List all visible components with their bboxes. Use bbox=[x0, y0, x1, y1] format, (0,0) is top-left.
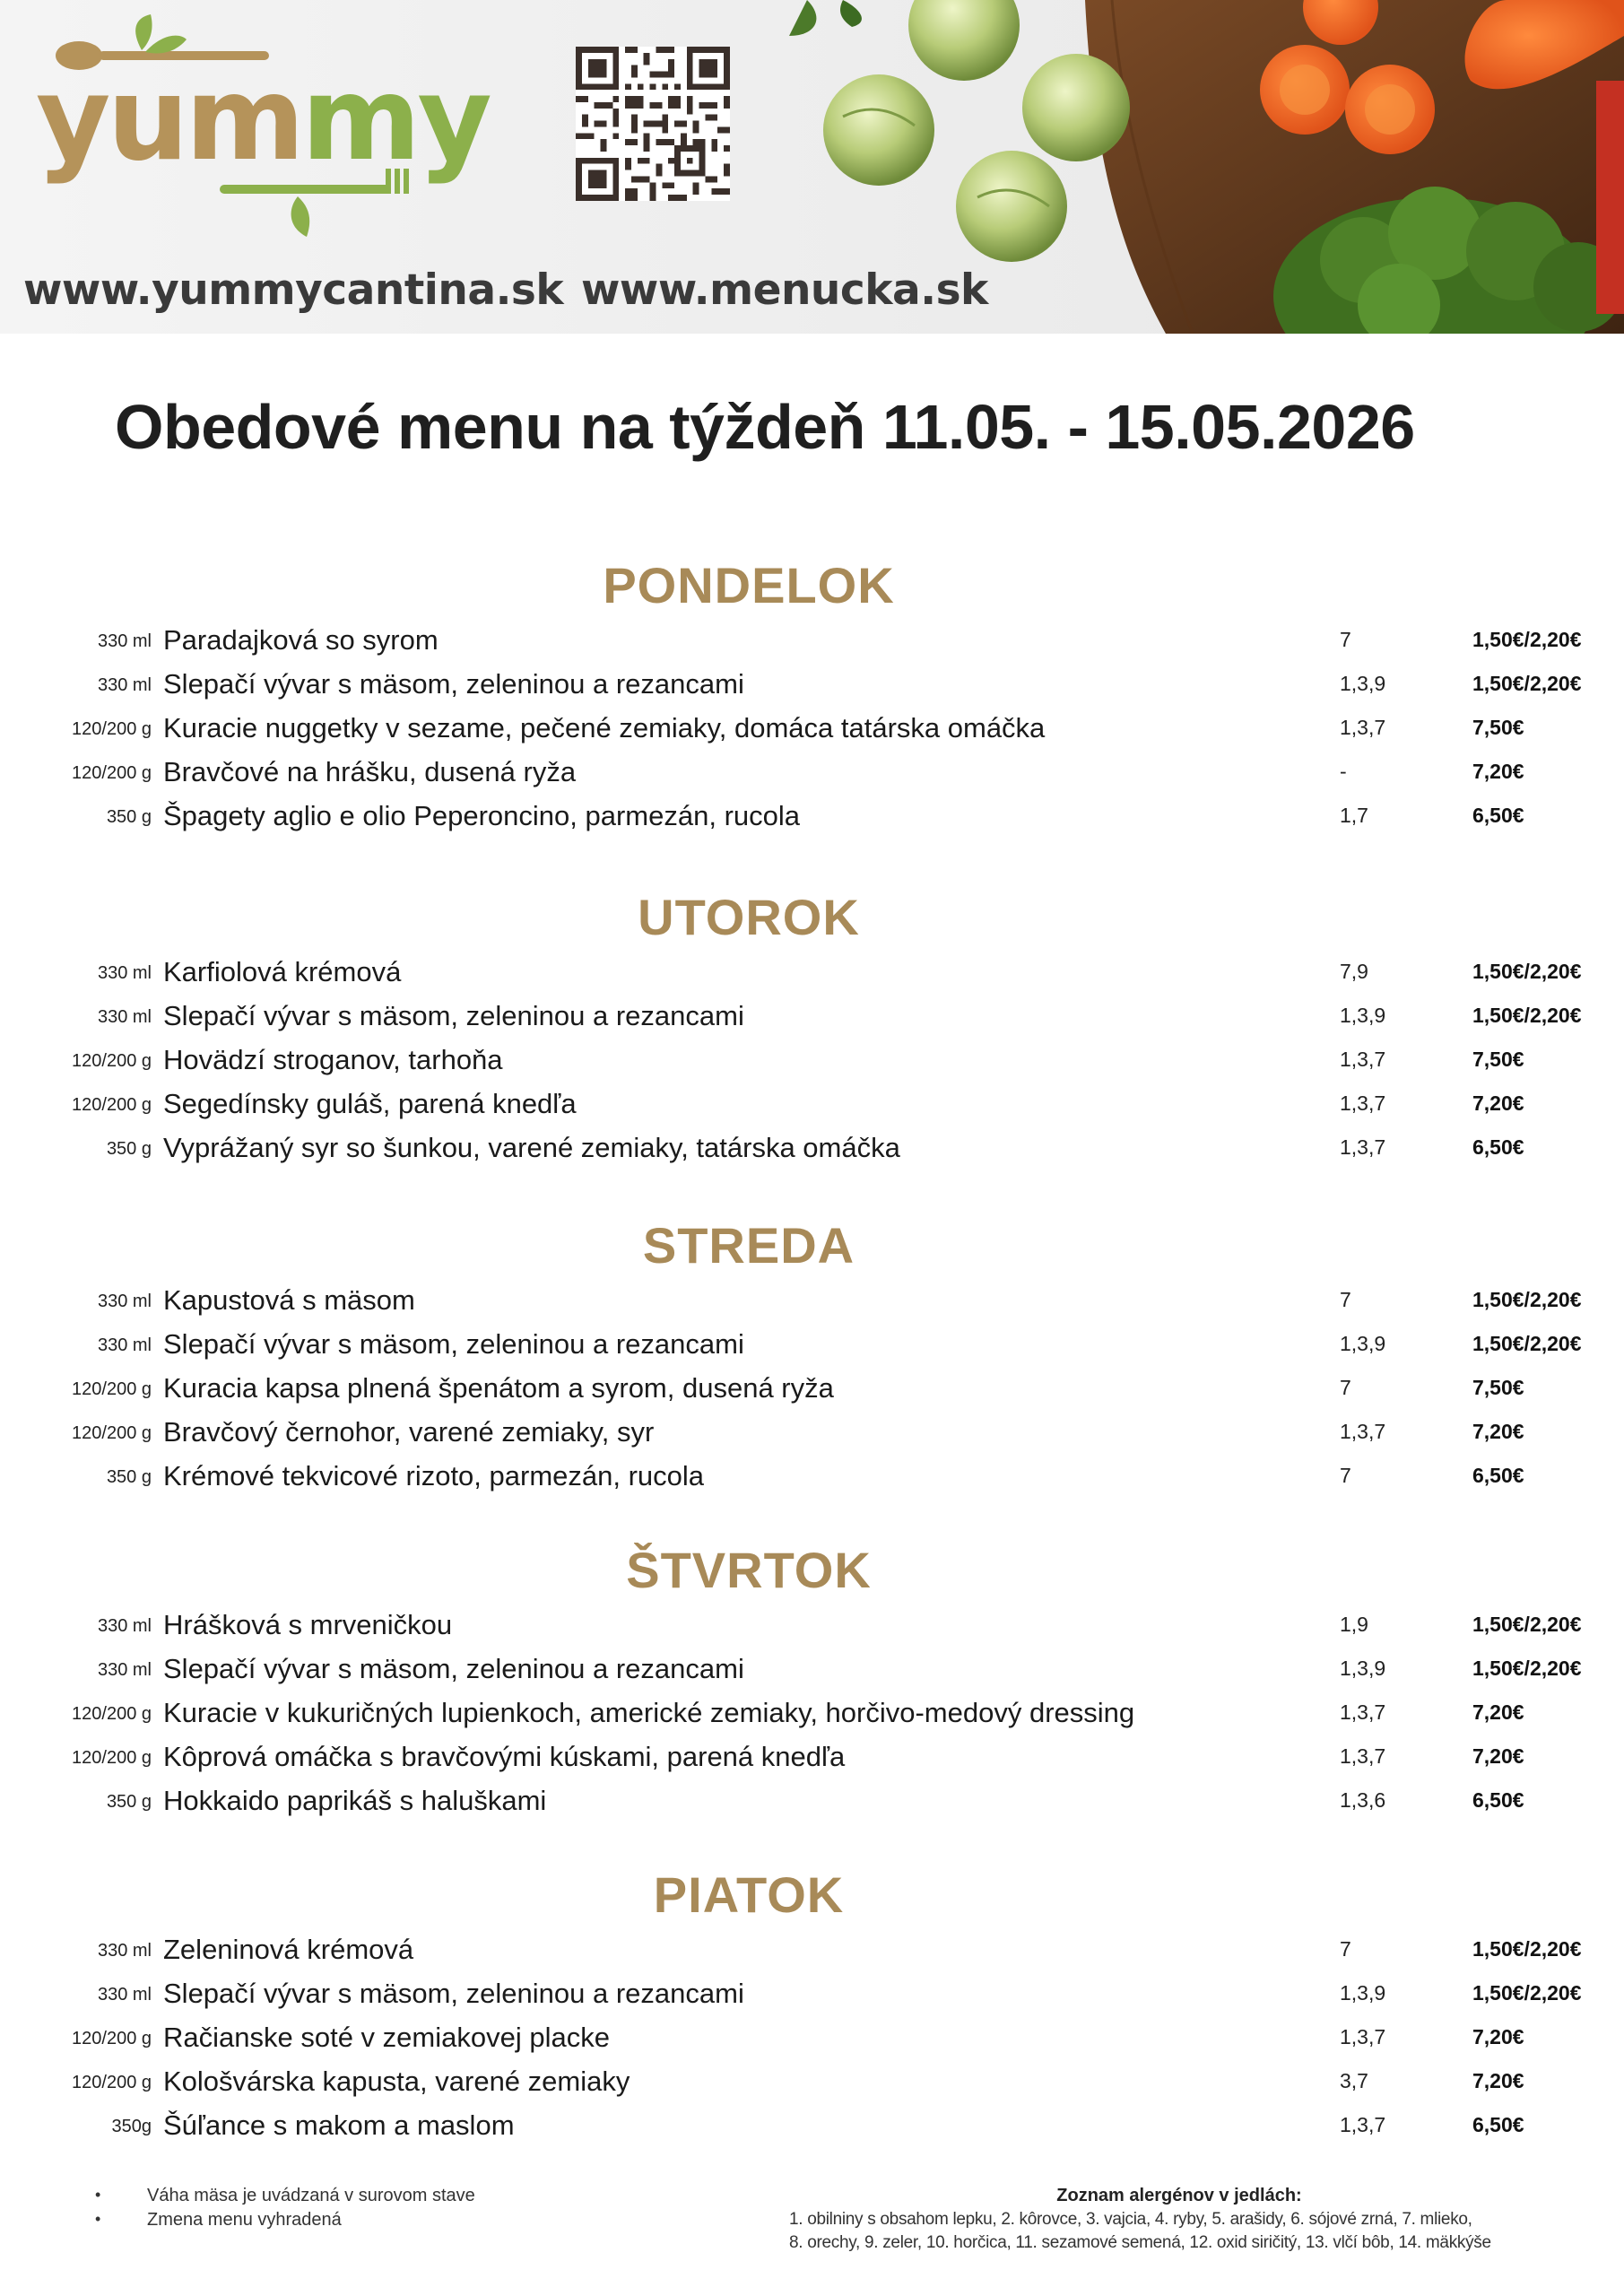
note-item bbox=[95, 2186, 475, 2210]
allergen-codes: 1,3,9 bbox=[1340, 672, 1386, 695]
portion-size: 120/200 g bbox=[72, 719, 152, 739]
price: 7,50€ bbox=[1472, 1048, 1524, 1071]
website-yummycantina-link[interactable]: www.yummycantina.sk bbox=[23, 265, 564, 315]
price: 7,20€ bbox=[1472, 1091, 1524, 1115]
allergen-codes: 1,9 bbox=[1340, 1613, 1368, 1636]
menu-item-row bbox=[0, 1370, 1624, 1410]
portion-size: 120/200 g bbox=[72, 2073, 152, 2092]
price: 1,50€/2,20€ bbox=[1472, 672, 1582, 695]
menu-item-row bbox=[0, 954, 1624, 994]
dish-name: Slepačí vývar s mäsom, zeleninou a rezancami bbox=[163, 668, 744, 700]
dish-name: Kuracie v kukuričných lupienkoch, americké zemiaky, horčivo-medový dressing bbox=[163, 1697, 1135, 1728]
price: 7,50€ bbox=[1472, 1376, 1524, 1399]
portion-size: 330 ml bbox=[97, 1007, 152, 1027]
price: 7,50€ bbox=[1472, 716, 1524, 739]
price: 1,50€/2,20€ bbox=[1472, 1981, 1582, 2005]
dish-name: Bravčový černohor, varené zemiaky, syr bbox=[163, 1416, 655, 1448]
dish-name: Špagety aglio e olio Peperoncino, parmezán, rucola bbox=[163, 800, 801, 831]
portion-size: 330 ml bbox=[97, 1941, 152, 1961]
allergen-codes: 1,7 bbox=[1340, 804, 1368, 827]
allergen-line: 8. orechy, 9. zeler, 10. horčica, 11. sezamové semená, 12. oxid siričitý, 13. vlčí bôb, 14. mäkkýše bbox=[789, 2233, 1491, 2252]
dish-name: Kuracie nuggetky v sezame, pečené zemiaky, domáca tatárska omáčka bbox=[163, 712, 1046, 744]
portion-size: 350 g bbox=[106, 807, 152, 827]
price: 1,50€/2,20€ bbox=[1472, 1332, 1582, 1355]
portion-size: 330 ml bbox=[97, 1616, 152, 1636]
price: 1,50€/2,20€ bbox=[1472, 1288, 1582, 1311]
allergen-codes: 1,3,7 bbox=[1340, 2025, 1386, 2048]
allergen-codes: - bbox=[1340, 760, 1347, 783]
bullet-icon: • bbox=[95, 2186, 101, 2204]
menu-item-row bbox=[0, 1283, 1624, 1322]
price: 1,50€/2,20€ bbox=[1472, 1613, 1582, 1636]
dish-name: Zeleninová krémová bbox=[163, 1934, 414, 1965]
day-heading: UTOROK bbox=[638, 889, 860, 945]
dish-name: Karfiolová krémová bbox=[163, 956, 402, 987]
dish-name: Segedínsky guláš, parená knedľa bbox=[163, 1088, 577, 1119]
dish-name: Kapustová s mäsom bbox=[163, 1284, 415, 1316]
allergen-codes: 1,3,7 bbox=[1340, 1091, 1386, 1115]
note-text: Váha mäsa je uvádzaná v surovom stave bbox=[147, 2186, 475, 2205]
price: 7,20€ bbox=[1472, 2069, 1524, 2092]
menu-item-row bbox=[0, 2108, 1624, 2147]
portion-size: 330 ml bbox=[97, 1335, 152, 1355]
allergen-codes: 1,3,7 bbox=[1340, 1700, 1386, 1724]
menu-item-row bbox=[0, 1976, 1624, 2015]
price: 7,20€ bbox=[1472, 1700, 1524, 1724]
menu-item-row bbox=[0, 2064, 1624, 2103]
portion-size: 330 ml bbox=[97, 631, 152, 651]
menu-item-row bbox=[0, 1695, 1624, 1735]
allergen-codes: 7 bbox=[1340, 1288, 1351, 1311]
allergen-codes: 1,3,7 bbox=[1340, 1048, 1386, 1071]
portion-size: 120/200 g bbox=[72, 1095, 152, 1115]
allergen-codes: 1,3,7 bbox=[1340, 1744, 1386, 1768]
qr-code-icon[interactable] bbox=[576, 47, 730, 201]
dish-name: Slepačí vývar s mäsom, zeleninou a rezancami bbox=[163, 1328, 744, 1360]
portion-size: 120/200 g bbox=[72, 763, 152, 783]
menu-item-row bbox=[0, 1414, 1624, 1454]
portion-size: 330 ml bbox=[97, 1985, 152, 2005]
bullet-icon: • bbox=[95, 2210, 101, 2228]
logo-wordmark: yummy bbox=[36, 53, 489, 187]
dish-name: Hokkaido paprikáš s haluškami bbox=[163, 1785, 547, 1816]
allergen-codes: 7 bbox=[1340, 1464, 1351, 1487]
price: 7,20€ bbox=[1472, 1420, 1524, 1443]
price: 1,50€/2,20€ bbox=[1472, 1937, 1582, 1961]
footer-notes bbox=[95, 2186, 475, 2234]
price: 1,50€/2,20€ bbox=[1472, 1004, 1582, 1027]
allergen-codes: 7,9 bbox=[1340, 960, 1368, 983]
portion-size: 120/200 g bbox=[72, 1748, 152, 1768]
portion-size: 350 g bbox=[106, 1139, 152, 1159]
dish-name: Kôprová omáčka s bravčovými kúskami, parená knedľa bbox=[163, 1741, 846, 1772]
menu-item-row bbox=[0, 998, 1624, 1038]
day-heading: STREDA bbox=[642, 1217, 855, 1274]
menu-item-row bbox=[0, 1130, 1624, 1170]
dish-name: Račianske soté v zemiakovej placke bbox=[163, 2022, 610, 2053]
vegetables-photo bbox=[789, 0, 1624, 334]
dish-name: Slepačí vývar s mäsom, zeleninou a rezancami bbox=[163, 1978, 744, 2009]
menu-item-row bbox=[0, 1932, 1624, 1971]
menu-item-row bbox=[0, 1326, 1624, 1366]
portion-size: 120/200 g bbox=[72, 2029, 152, 2048]
header-banner bbox=[0, 0, 1624, 334]
allergen-codes: 1,3,9 bbox=[1340, 1657, 1386, 1680]
menu-item-row bbox=[0, 666, 1624, 706]
price: 1,50€/2,20€ bbox=[1472, 628, 1582, 651]
portion-size: 330 ml bbox=[97, 1660, 152, 1680]
allergen-codes: 7 bbox=[1340, 1937, 1351, 1961]
price: 6,50€ bbox=[1472, 1788, 1524, 1812]
portion-size: 120/200 g bbox=[72, 1423, 152, 1443]
day-heading: PIATOK bbox=[653, 1866, 845, 1923]
price: 7,20€ bbox=[1472, 2025, 1524, 2048]
allergen-codes: 1,3,7 bbox=[1340, 1420, 1386, 1443]
menu-item-row bbox=[0, 1042, 1624, 1082]
portion-size: 350 g bbox=[106, 1792, 152, 1812]
portion-size: 330 ml bbox=[97, 963, 152, 983]
website-menucka-link[interactable]: www.menucka.sk bbox=[581, 265, 988, 315]
allergen-heading: Zoznam alergénov v jedlách: bbox=[1056, 2186, 1302, 2205]
menu-item-row bbox=[0, 1651, 1624, 1691]
note-item bbox=[95, 2210, 475, 2234]
portion-size: 120/200 g bbox=[72, 1704, 152, 1724]
menu-item-row bbox=[0, 1458, 1624, 1498]
price: 6,50€ bbox=[1472, 2113, 1524, 2136]
allergen-codes: 7 bbox=[1340, 628, 1351, 651]
menu-item-row bbox=[0, 798, 1624, 838]
menu-item-row bbox=[0, 1086, 1624, 1126]
menu-item-row bbox=[0, 622, 1624, 662]
dish-name: Hrášková s mrveničkou bbox=[163, 1609, 453, 1640]
menu-item-row bbox=[0, 1739, 1624, 1779]
allergen-codes: 3,7 bbox=[1340, 2069, 1368, 2092]
price: 7,20€ bbox=[1472, 1744, 1524, 1768]
portion-size: 120/200 g bbox=[72, 1051, 152, 1071]
allergen-codes: 1,3,7 bbox=[1340, 1135, 1386, 1159]
portion-size: 120/200 g bbox=[72, 1379, 152, 1399]
dish-name: Kuracia kapsa plnená špenátom a syrom, dusená ryža bbox=[163, 1372, 834, 1404]
note-text: Zmena menu vyhradená bbox=[147, 2210, 342, 2230]
dish-name: Vyprážaný syr so šunkou, varené zemiaky, tatárska omáčka bbox=[163, 1132, 900, 1163]
price: 6,50€ bbox=[1472, 1135, 1524, 1159]
dish-name: Paradajková so syrom bbox=[163, 624, 439, 656]
allergen-codes: 1,3,9 bbox=[1340, 1332, 1386, 1355]
dish-name: Bravčové na hrášku, dusená ryža bbox=[163, 756, 577, 787]
price: 1,50€/2,20€ bbox=[1472, 960, 1582, 983]
allergen-codes: 7 bbox=[1340, 1376, 1351, 1399]
portion-size: 330 ml bbox=[97, 1292, 152, 1311]
menu-item-row bbox=[0, 754, 1624, 794]
allergen-codes: 1,3,9 bbox=[1340, 1004, 1386, 1027]
day-heading: ŠTVRTOK bbox=[626, 1542, 872, 1598]
dish-name: Šúľance s makom a maslom bbox=[163, 2109, 515, 2141]
allergen-codes: 1,3,6 bbox=[1340, 1788, 1386, 1812]
dish-name: Krémové tekvicové rizoto, parmezán, rucola bbox=[163, 1460, 705, 1492]
page-title: Obedové menu na týždeň 11.05. - 15.05.2026 bbox=[115, 392, 1415, 462]
menu-item-row bbox=[0, 1607, 1624, 1647]
allergen-codes: 1,3,9 bbox=[1340, 1981, 1386, 2005]
allergen-codes: 1,3,7 bbox=[1340, 2113, 1386, 2136]
allergen-line: 1. obilniny s obsahom lepku, 2. kôrovce, 3. vajcia, 4. ryby, 5. arašidy, 6. sójové zrná, 7. mlieko, bbox=[789, 2210, 1472, 2229]
price: 6,50€ bbox=[1472, 1464, 1524, 1487]
price: 6,50€ bbox=[1472, 804, 1524, 827]
dish-name: Kološvárska kapusta, varené zemiaky bbox=[163, 2066, 630, 2097]
allergen-codes: 1,3,7 bbox=[1340, 716, 1386, 739]
menu-item-row bbox=[0, 1783, 1624, 1822]
portion-size: 350 g bbox=[106, 1467, 152, 1487]
day-heading: PONDELOK bbox=[603, 557, 895, 613]
dish-name: Slepačí vývar s mäsom, zeleninou a rezancami bbox=[163, 1653, 744, 1684]
portion-size: 350g bbox=[111, 2117, 152, 2136]
allergen-legend bbox=[789, 2186, 1533, 2255]
dish-name: Slepačí vývar s mäsom, zeleninou a rezancami bbox=[163, 1000, 744, 1031]
dish-name: Hovädzí stroganov, tarhoňa bbox=[163, 1044, 503, 1075]
price: 1,50€/2,20€ bbox=[1472, 1657, 1582, 1680]
price: 7,20€ bbox=[1472, 760, 1524, 783]
menu-item-row bbox=[0, 2020, 1624, 2059]
portion-size: 330 ml bbox=[97, 675, 152, 695]
menu-item-row bbox=[0, 710, 1624, 750]
